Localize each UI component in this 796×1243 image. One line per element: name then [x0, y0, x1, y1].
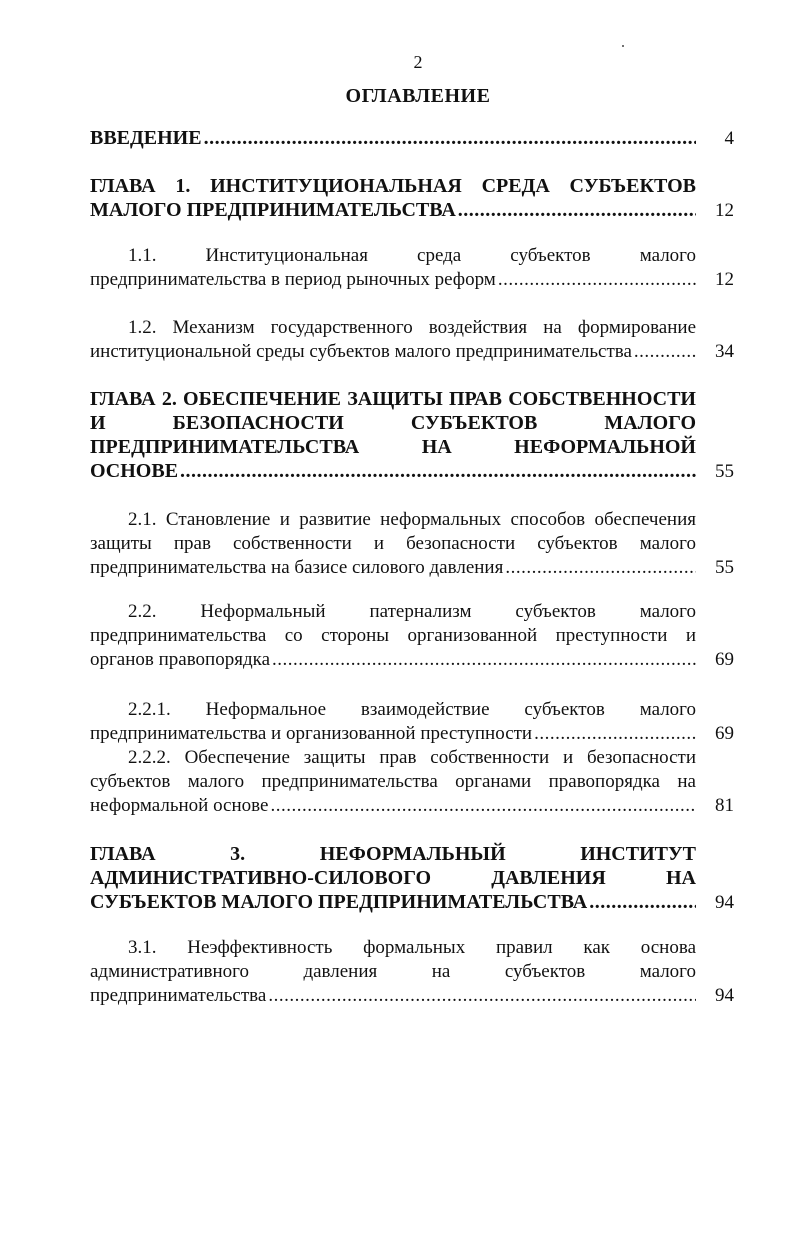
toc-line: ГЛАВА 2. ОБЕСПЕЧЕНИЕ ЗАЩИТЫ ПРАВ СОБСТВЕННОСТИ	[90, 388, 696, 410]
toc-line: 2.2.1. Неформальное взаимодействие субъектов малого	[128, 699, 696, 720]
toc-line: административного давления на субъектов малого	[90, 961, 696, 982]
dot-leader	[505, 556, 696, 580]
toc-line: предпринимательства со стороны организованной преступности и	[90, 625, 696, 646]
toc-line: СУБЪЕКТОВ МАЛОГО ПРЕДПРИНИМАТЕЛЬСТВА ..... 94	[90, 890, 734, 914]
toc-entry-section-2-2-2[interactable]	[90, 746, 734, 818]
dot-leader	[634, 340, 696, 364]
dot-leader	[498, 268, 696, 292]
toc-entry-section-2-2-1[interactable]	[90, 698, 734, 746]
toc-line: ГЛАВА 3. НЕФОРМАЛЬНЫЙ ИНСТИТУТ	[90, 843, 696, 865]
scan-speck	[622, 45, 624, 47]
toc-line: И БЕЗОПАСНОСТИ СУБЪЕКТОВ МАЛОГО	[90, 412, 696, 434]
toc-line: неформальной основе ..... 81	[90, 794, 734, 818]
dot-leader	[534, 722, 696, 746]
toc-entry-section-1-2[interactable]	[90, 316, 734, 364]
toc-line: органов правопорядка ..... 69	[90, 648, 734, 672]
toc-line: ГЛАВА 1. ИНСТИТУЦИОНАЛЬНАЯ СРЕДА СУБЪЕКТОВ	[90, 175, 696, 197]
toc-line: 1.2. Механизм государственного воздействия на формирование	[128, 317, 696, 338]
page-ref: 94	[715, 892, 734, 913]
toc-line: субъектов малого предпринимательства органами правопорядка на	[90, 771, 696, 792]
page-ref: 34	[715, 341, 734, 362]
toc-line: 2.1. Становление и развитие неформальных способов обеспечения	[128, 509, 696, 530]
toc-entry-section-2-1[interactable]	[90, 508, 734, 580]
toc-line: ПРЕДПРИНИМАТЕЛЬСТВА НА НЕФОРМАЛЬНОЙ	[90, 436, 696, 458]
page-ref: 81	[715, 795, 734, 816]
toc-line: институциональной среды субъектов малого предпринимательства ..... 34	[90, 340, 734, 364]
toc-line: 2.2. Неформальный патернализм субъектов малого	[128, 601, 696, 622]
toc-line: предпринимательства на базисе силового давления ..... 55	[90, 556, 734, 580]
dot-leader	[270, 794, 696, 818]
toc-entry-chapter-1[interactable]	[90, 174, 734, 222]
toc-line: 2.2.2. Обеспечение защиты прав собственности и безопасности	[128, 747, 696, 768]
toc-line: ОСНОВЕ ..... 55	[90, 459, 734, 483]
toc-line: предпринимательства в период рыночных реформ ..... 12	[90, 268, 734, 292]
page-ref: 12	[715, 200, 734, 221]
toc-entry-section-2-2[interactable]	[90, 600, 734, 672]
page-ref: 55	[715, 557, 734, 578]
dot-leader	[204, 126, 696, 150]
toc-line: ВВЕДЕНИЕ ..... 4	[90, 126, 734, 150]
page-ref: 12	[715, 269, 734, 290]
toc-line: МАЛОГО ПРЕДПРИНИМАТЕЛЬСТВА ..... 12	[90, 198, 734, 222]
toc-title: ОГЛАВЛЕНИЕ	[345, 85, 491, 107]
page-ref: 94	[715, 985, 734, 1006]
toc-entry-section-1-1[interactable]	[90, 244, 734, 292]
toc-line: предпринимательства ..... 94	[90, 984, 734, 1008]
dot-leader	[458, 198, 696, 222]
toc-line: 3.1. Неэффективность формальных правил как основа	[128, 937, 696, 958]
toc-entry-section-3-1[interactable]	[90, 936, 734, 1008]
toc-line: 1.1. Институциональная среда субъектов малого	[128, 245, 696, 266]
toc-line: АДМИНИСТРАТИВНО-СИЛОВОГО ДАВЛЕНИЯ НА	[90, 867, 696, 889]
dot-leader	[268, 984, 696, 1008]
page-number: 2	[413, 52, 423, 72]
dot-leader	[589, 890, 696, 914]
toc-entry-introduction[interactable]	[90, 126, 734, 150]
dot-leader	[272, 648, 696, 672]
page-ref: 55	[715, 461, 734, 482]
dot-leader	[180, 459, 696, 483]
page-ref: 69	[715, 723, 734, 744]
toc-line: защиты прав собственности и безопасности субъектов малого	[90, 533, 696, 554]
toc-entry-chapter-2[interactable]	[90, 387, 734, 483]
toc-line: предпринимательства и организованной преступности ..... 69	[90, 722, 734, 746]
page-ref: 4	[724, 128, 734, 149]
toc-entry-chapter-3[interactable]	[90, 842, 734, 914]
page-ref: 69	[715, 649, 734, 670]
